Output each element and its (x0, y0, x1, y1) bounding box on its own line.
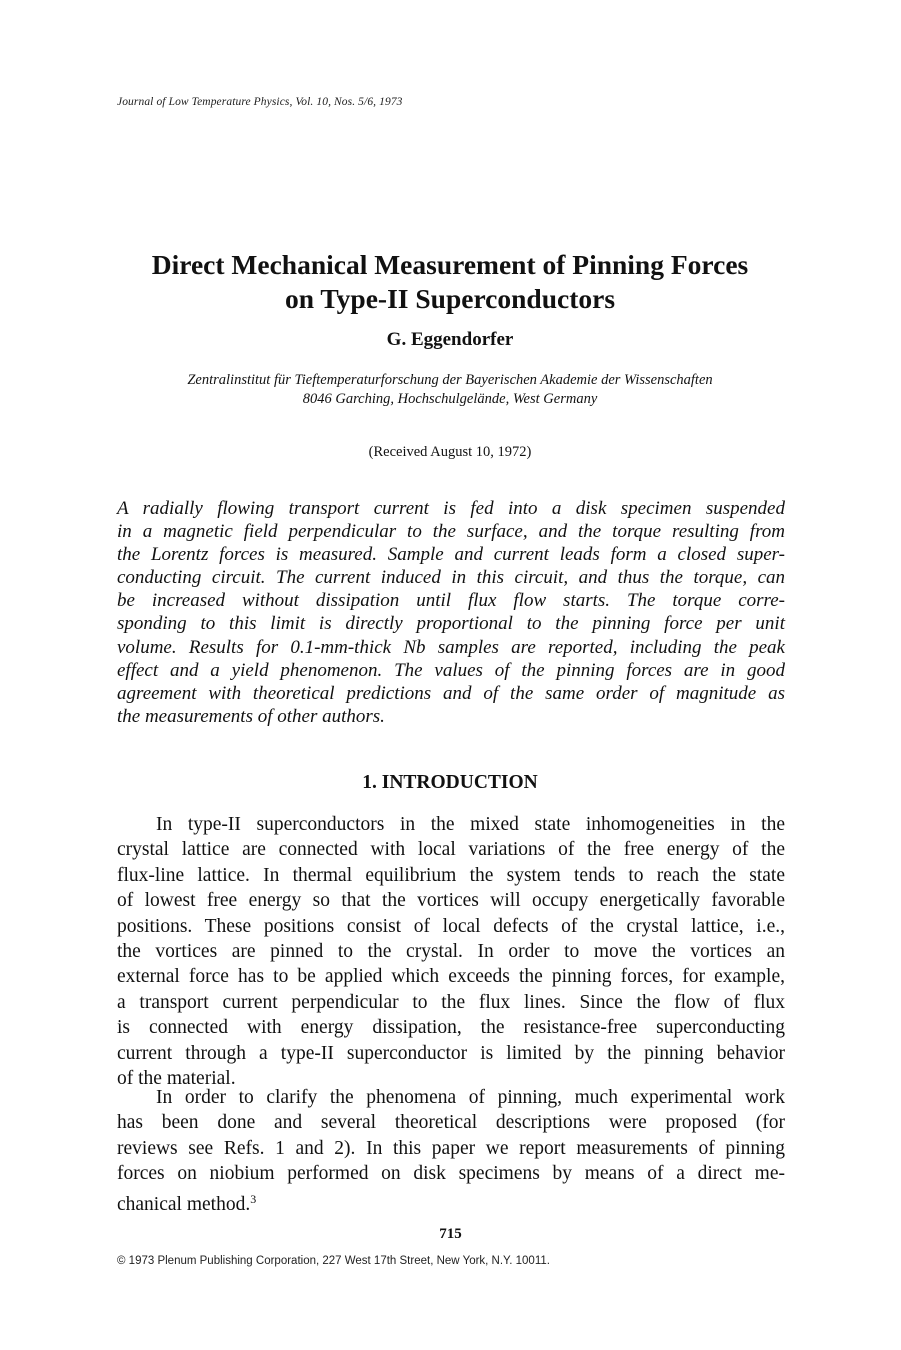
page-number: 715 (439, 1226, 462, 1242)
body-line: a transport current perpendicular to the flux lines. Since the flow of flux (117, 991, 785, 1013)
body-line: of lowest free energy so that the vortices will occupy energetically favorable (117, 890, 785, 912)
abstract-line: volume. Results for 0.1-mm-thick Nb samples are reported, including the peak (117, 636, 785, 658)
abstract-line: be increased without dissipation until flux flow starts. The torque corre- (117, 590, 785, 612)
reference-superscript: 3 (250, 1191, 257, 1206)
abstract-line: A radially flowing transport current is fed into a disk specimen suspended (117, 498, 785, 519)
abstract (117, 497, 785, 728)
body-line: flux-line lattice. In thermal equilibrium the system tends to reach the state (117, 864, 785, 886)
copyright-footer: © 1973 Plenum Publishing Corporation, 227 West 17th Street, New York, N.Y. 10011. (117, 1255, 550, 1267)
received-date: (Received August 10, 1972) (368, 444, 532, 460)
journal-header: Journal of Low Temperature Physics, Vol. 10, Nos. 5/6, 1973 (117, 96, 403, 108)
author-name: G. Eggendorfer (386, 329, 514, 350)
body-line-text: chanical method. (117, 1193, 251, 1215)
body-line: of the material. (117, 1068, 236, 1090)
abstract-line: sponding to this limit is directly proportional to the pinning force per unit (117, 613, 785, 635)
abstract-line: agreement with theoretical predictions and of the same order of magnitude as (117, 682, 785, 704)
abstract-line: conducting circuit. The current induced in this circuit, and thus the torque, can (117, 567, 785, 589)
paragraph-intro-2 (117, 1085, 785, 1217)
body-line: is connected with energy dissipation, the resistance-free superconducting (117, 1017, 785, 1039)
body-line: the vortices are pinned to the crystal. In order to move the vortices an (117, 941, 785, 963)
body-line: current through a type-II superconductor is limited by the pinning behavior (117, 1042, 785, 1064)
affiliation (90, 371, 810, 409)
body-line: reviews see Refs. 1 and 2). In this paper we report measurements of pinning (117, 1137, 785, 1159)
body-line: In order to clarify the phenomena of pinning, much experimental work (156, 1087, 785, 1108)
body-line: forces on niobium performed on disk specimens by means of a direct me- (117, 1163, 785, 1185)
body-line: In type-II superconductors in the mixed state inhomogeneities in the (156, 814, 785, 835)
body-line: has been done and several theoretical descriptions were proposed (for (117, 1112, 785, 1134)
body-line: external force has to be applied which exceeds the pinning forces, for example, (117, 966, 785, 988)
abstract-line: the Lorentz forces is measured. Sample and current leads form a closed super- (117, 544, 785, 566)
paragraph-intro-1 (117, 812, 785, 1091)
body-line-final (117, 1187, 785, 1217)
section-heading: 1. INTRODUCTION (362, 772, 538, 793)
paper-title (90, 248, 810, 316)
body-line: crystal lattice are connected with local variations of the free energy of the (117, 839, 785, 861)
title-line: on Type-II Superconductors (284, 283, 616, 314)
affiliation-line: Zentralinstitut für Tieftemperaturforschung der Bayerischen Akademie der Wissenschaften (187, 372, 713, 388)
abstract-line: in a magnetic field perpendicular to the surface, and the torque resulting from (117, 521, 785, 543)
body-line: positions. These positions consist of local defects of the crystal lattice, i.e., (117, 915, 785, 937)
abstract-line: effect and a yield phenomenon. The values of the pinning forces are in good (117, 659, 785, 681)
abstract-line: the measurements of other authors. (117, 705, 385, 727)
affiliation-line: 8046 Garching, Hochschulgelände, West Germany (302, 391, 598, 407)
title-line: Direct Mechanical Measurement of Pinning Forces (151, 249, 749, 280)
